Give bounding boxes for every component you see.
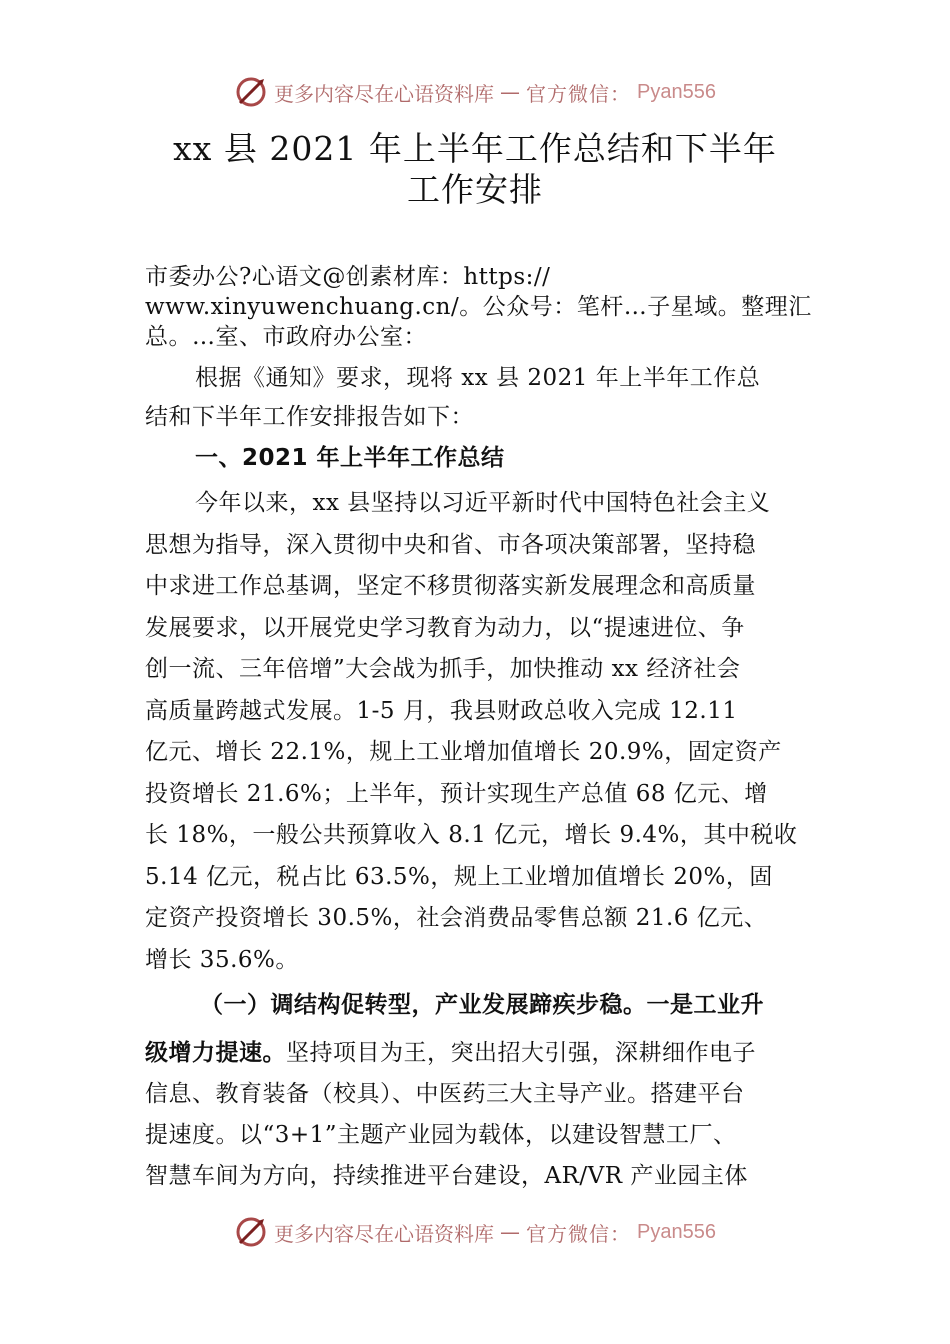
paragraph-line: 5.14 亿元，税占比 63.5%，规上工业增加值增长 20%，固	[145, 864, 773, 890]
intro-line: 根据《通知》要求，现将 xx 县 2021 年上半年工作总	[195, 365, 761, 391]
watermark-dash: —	[500, 1220, 521, 1244]
document-title-line1: xx 县 2021 年上半年工作总结和下半年	[173, 129, 777, 168]
paragraph-line: 定资产投资增长 30.5%，社会消费品零售总额 21.6 亿元、	[145, 905, 768, 931]
section1-heading: 一、2021 年上半年工作总结	[195, 445, 505, 471]
paragraph-line: 亿元、增长 22.1%，规上工业增加值增长 20.9%，固定资产	[145, 739, 782, 765]
paragraph-line: 中求进工作总基调，坚定不移贯彻落实新发展理念和高质量	[145, 573, 756, 599]
watermark-text: 更多内容尽在心语资料库	[274, 1221, 495, 1246]
wechat-id: Pyan556	[637, 80, 716, 103]
brush-logo-icon	[234, 75, 268, 109]
subsection1-line	[145, 1034, 756, 1067]
brush-logo-icon	[234, 1215, 268, 1249]
paragraph-line: 创一流、三年倍增”大会战为抓手，加快推动 xx 经济社会	[145, 656, 741, 682]
salutation-line: 市委办公?心语文@创素材库：https://	[145, 264, 551, 290]
paragraph-line: 思想为指导，深入贯彻中央和省、市各项决策部署，坚持稳	[145, 532, 756, 558]
salutation-line: 总。…室、市政府办公室：	[145, 324, 427, 350]
document-title-line2: 工作安排	[407, 170, 543, 209]
paragraph-line: 发展要求，以开展党史学习教育为动力，以“提速进位、争	[145, 615, 745, 641]
subsection1-line: 智慧车间为方向，持续推进平台建设，AR/VR 产业园主体	[145, 1163, 748, 1189]
watermark-banner-bottom	[0, 1212, 950, 1252]
paragraph-line: 投资增长 21.6%；上半年，预计实现生产总值 68 亿元、增	[145, 781, 768, 807]
wechat-label: 官方微信：	[526, 1221, 632, 1246]
intro-line: 结和下半年工作安排报告如下：	[145, 404, 474, 430]
subsection1-heading-cont: 级增力提速。	[145, 1040, 286, 1066]
wechat-label: 官方微信：	[526, 81, 632, 106]
paragraph-line: 增长 35.6%。	[145, 947, 299, 973]
watermark-text: 更多内容尽在心语资料库	[274, 81, 495, 106]
paragraph-line: 高质量跨越式发展。1-5 月，我县财政总收入完成 12.11	[145, 698, 738, 724]
watermark-dash: —	[500, 80, 521, 104]
salutation-line: www.xinyuwenchuang.cn/。公众号：笔杆…子星域。整理汇	[145, 294, 812, 320]
subsection1-heading: （一）调结构促转型，产业发展蹄疾步稳。一是工业升	[200, 992, 764, 1018]
wechat-id: Pyan556	[637, 1220, 716, 1243]
watermark-banner-top	[0, 72, 950, 112]
subsection1-line: 提速度。以“3+1”主题产业园为载体，以建设智慧工厂、	[145, 1122, 737, 1148]
paragraph-line: 今年以来，xx 县坚持以习近平新时代中国特色社会主义	[195, 490, 771, 516]
paragraph-line: 长 18%，一般公共预算收入 8.1 亿元，增长 9.4%，其中税收	[145, 822, 798, 848]
subsection1-line: 信息、教育装备（校具）、中医药三大主导产业。搭建平台	[145, 1081, 745, 1107]
subsection1-text: 坚持项目为王，突出招大引强，深耕细作电子	[286, 1040, 756, 1066]
